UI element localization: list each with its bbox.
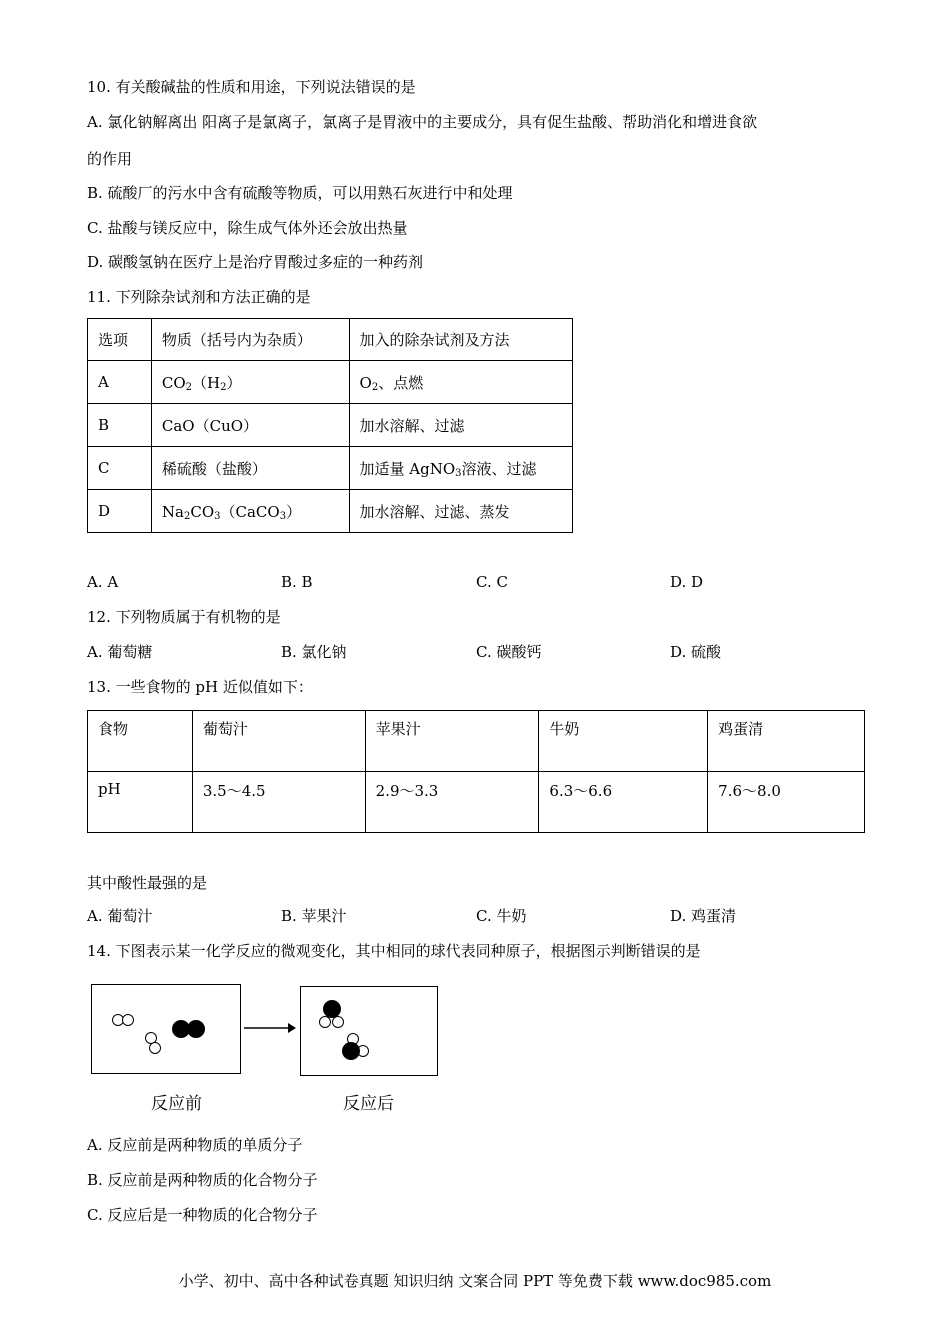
q13-option-b: B. 苹果汁 — [281, 907, 347, 925]
q12-option-d: D. 硫酸 — [670, 643, 722, 661]
q13-question: 其中酸性最强的是 — [87, 874, 208, 892]
table-row — [88, 772, 865, 833]
q14-option-b: B. 反应前是两种物质的化合物分子 — [87, 1171, 318, 1189]
table-header-cell: 食物 — [88, 711, 193, 772]
table-header-cell: 鸡蛋清 — [708, 711, 865, 772]
formula-text: （H — [192, 373, 221, 392]
q13-option-a: A. 葡萄汁 — [87, 907, 153, 925]
subscript: 2 — [183, 510, 191, 522]
q10-stem: 10. 有关酸碱盐的性质和用途，下列说法错误的是 — [87, 78, 416, 96]
formula-text: Na — [161, 502, 184, 521]
footer-text: 小学、初中、高中各种试卷真题 知识归纳 文案合同 PPT 等免费下载 www.doc985.com — [178, 1272, 772, 1290]
table-header-row — [88, 319, 573, 361]
formula-text: CO — [190, 502, 215, 521]
black-atom — [187, 1020, 205, 1038]
subscript: 2 — [185, 381, 193, 393]
caption-before: 反应前 — [151, 1094, 202, 1114]
subscript: 2 — [220, 381, 227, 393]
table-cell: 7.6～8.0 — [708, 772, 865, 833]
table-header-cell: 物质（括号内为杂质） — [151, 319, 349, 361]
q13-option-d: D. 鸡蛋清 — [670, 907, 737, 925]
table-row — [88, 447, 573, 490]
formula-text: O — [359, 373, 372, 392]
formula-text: ） — [226, 373, 242, 392]
subscript: 3 — [455, 467, 462, 479]
option-cell: C — [88, 447, 152, 490]
substance-cell — [151, 361, 349, 404]
after-reaction-box — [300, 986, 438, 1076]
formula-text: CO — [161, 373, 186, 392]
substance-cell: CaO（CuO） — [151, 404, 349, 447]
q11-option-a: A. A — [87, 573, 119, 591]
subscript: 3 — [279, 510, 287, 522]
arrow-icon — [244, 1022, 296, 1034]
q11-option-b: B. B — [281, 573, 313, 591]
white-atom — [319, 1016, 331, 1028]
white-atom — [122, 1014, 134, 1026]
q10-option-d: D. 碳酸氢钠在医疗上是治疗胃酸过多症的一种药剂 — [87, 253, 424, 271]
q11-option-d: D. D — [670, 573, 704, 591]
q11-stem: 11. 下列除杂试剂和方法正确的是 — [87, 288, 311, 306]
q11-option-c: C. C — [476, 573, 508, 591]
table-cell: 6.3～6.6 — [539, 772, 708, 833]
q14-option-c: C. 反应后是一种物质的化合物分子 — [87, 1206, 318, 1224]
q10-option-a-line1: A. 氯化钠解离出 阳离子是氯离子，氯离子是胃液中的主要成分，具有促生盐酸、帮助消化和增进食欲 — [87, 113, 758, 131]
q14-option-a: A. 反应前是两种物质的单质分子 — [87, 1136, 303, 1154]
method-cell — [349, 361, 572, 404]
q12-option-b: B. 氯化钠 — [281, 643, 347, 661]
q13-option-c: C. 牛奶 — [476, 907, 527, 925]
method-cell: 加水溶解、过滤 — [349, 404, 572, 447]
substance-cell: 稀硫酸（盐酸） — [151, 447, 349, 490]
table-cell: 3.5～4.5 — [192, 772, 365, 833]
method-cell: 加水溶解、过滤、蒸发 — [349, 490, 572, 533]
q10-option-a-line2: 的作用 — [87, 150, 133, 168]
table-cell: pH — [88, 772, 193, 833]
method-cell — [349, 447, 572, 490]
table-header-cell: 苹果汁 — [365, 711, 539, 772]
formula-text: ） — [286, 502, 302, 521]
before-reaction-box — [91, 984, 241, 1074]
table-header-cell: 加入的除杂试剂及方法 — [349, 319, 572, 361]
q13-table — [87, 710, 865, 833]
white-atom — [332, 1016, 344, 1028]
subscript: 3 — [214, 510, 221, 522]
option-cell: D — [88, 490, 152, 533]
q11-table — [87, 318, 573, 533]
caption-after: 反应后 — [343, 1094, 394, 1114]
table-row — [88, 490, 573, 533]
q13-stem: 13. 一些食物的 pH 近似值如下： — [87, 678, 313, 696]
substance-cell — [151, 490, 349, 533]
table-row — [88, 404, 573, 447]
q12-option-c: C. 碳酸钙 — [476, 643, 542, 661]
q10-option-c: C. 盐酸与镁反应中，除生成气体外还会放出热量 — [87, 219, 408, 237]
option-cell: A — [88, 361, 152, 404]
table-header-cell: 葡萄汁 — [192, 711, 365, 772]
option-cell: B — [88, 404, 152, 447]
method-text: 溶液、过滤 — [461, 459, 537, 478]
white-atom — [149, 1042, 161, 1054]
black-atom — [342, 1042, 360, 1060]
q12-stem: 12. 下列物质属于有机物的是 — [87, 608, 281, 626]
table-header-cell: 选项 — [88, 319, 152, 361]
table-header-row — [88, 711, 865, 772]
subscript: 2 — [371, 381, 379, 393]
q10-option-b: B. 硫酸厂的污水中含有硫酸等物质，可以用熟石灰进行中和处理 — [87, 184, 513, 202]
method-text: 加适量 AgNO — [359, 459, 456, 478]
table-header-cell: 牛奶 — [539, 711, 708, 772]
table-row — [88, 361, 573, 404]
q12-option-a: A. 葡萄糖 — [87, 643, 153, 661]
table-cell: 2.9～3.3 — [365, 772, 539, 833]
formula-text: （CaCO — [220, 502, 280, 521]
q14-stem: 14. 下图表示某一化学反应的微观变化，其中相同的球代表同种原子，根据图示判断错误的是 — [87, 942, 701, 960]
method-text: 、点燃 — [378, 373, 424, 392]
